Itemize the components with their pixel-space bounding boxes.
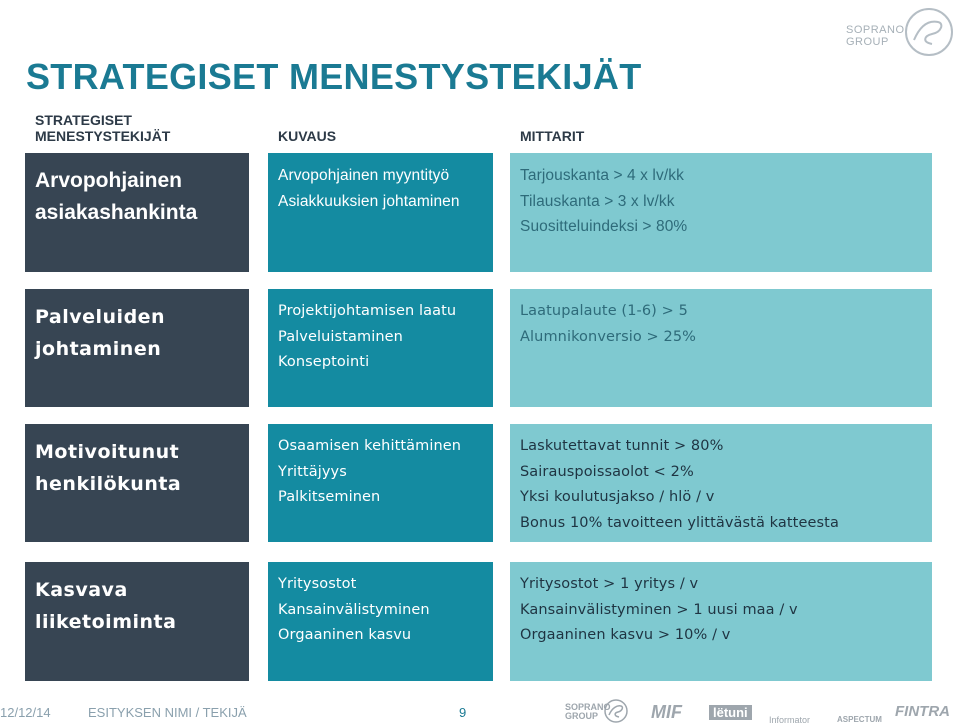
footer [0, 695, 960, 727]
factor-row-4 [25, 562, 932, 681]
factor-title-line1: Arvopohjainen [35, 169, 183, 192]
soprano-emblem-icon [902, 6, 956, 58]
factor-row-3 [25, 424, 932, 542]
footer-presentation-name: ESITYKSEN NIMI / TEKIJÄ [88, 705, 247, 720]
metric-item: Orgaaninen kasvu > 10% / v [520, 627, 731, 643]
factor-title-line1: Palveluiden [35, 306, 166, 328]
metric-item: Tilauskanta > 3 x lv/kk [520, 192, 675, 210]
page-title: STRATEGISET MENESTYSTEKIJÄT [26, 56, 642, 97]
description-box [268, 153, 493, 272]
metric-item: Yritysostot > 1 yritys / v [520, 576, 699, 592]
metric-item: Alumnikonversio > 25% [520, 328, 697, 345]
factor-title-line2: liiketoiminta [35, 611, 177, 633]
factor-title-line1: Motivoitunut [35, 441, 180, 463]
metrics-box [510, 562, 932, 681]
factor-title-line2: johtaminen [35, 338, 162, 360]
metric-item: Suositteluindeksi > 80% [520, 218, 688, 235]
description-item: Palveluistaminen [278, 328, 403, 345]
factor-row-2 [25, 289, 932, 407]
factor-box [25, 562, 249, 681]
partner-logo-informator: Informator [769, 715, 811, 725]
description-box [268, 289, 493, 407]
description-item: Kansainvälistyminen [278, 601, 430, 618]
column-header-factors-line1: STRATEGISET [35, 112, 132, 128]
description-item: Projektijohtamisen laatu [278, 303, 457, 319]
metrics-box [510, 153, 932, 272]
factor-title-line1: Kasvava [35, 579, 128, 601]
logo-text-line2: GROUP [846, 36, 889, 48]
metrics-box [510, 424, 932, 542]
factor-box [25, 289, 249, 407]
metrics-box [510, 289, 932, 407]
metric-item: Sairauspoissaolot < 2% [520, 463, 694, 480]
partner-logo-fintra: FINTRA [895, 703, 950, 720]
metric-item: Bonus 10% tavoitteen ylittävästä katteesta [520, 514, 839, 531]
partner-logos [565, 697, 960, 727]
page-number: 9 [459, 705, 467, 720]
description-item: Palkitseminen [278, 489, 381, 505]
column-header-description: KUVAUS [278, 128, 337, 144]
partner-logo-leturi: lëtuni [709, 705, 752, 720]
partner-logo-aspectum: ASPECTUM [837, 715, 882, 724]
soprano-emblem-small-icon [603, 698, 629, 724]
factor-row-1 [25, 153, 932, 272]
column-header-factors [35, 112, 170, 144]
factor-box [25, 153, 249, 272]
metric-item: Kansainvälistyminen > 1 uusi maa / v [520, 601, 798, 618]
description-box [268, 562, 493, 681]
metric-item: Yksi koulutusjakso / hlö / v [520, 489, 715, 505]
description-box [268, 424, 493, 542]
partner-logo-mif: MIF [651, 702, 682, 722]
column-header-factors-line2: MENESTYSTEKIJÄT [35, 128, 171, 144]
logo-text [846, 24, 905, 48]
soprano-logo [840, 6, 958, 58]
description-item: Orgaaninen kasvu [278, 627, 412, 643]
description-item: Osaamisen kehittäminen [278, 438, 462, 454]
footer-date: 12/12/14 [0, 705, 51, 720]
factor-box [25, 424, 249, 542]
description-item: Yrittäjyys [278, 463, 347, 480]
logo-text-line1: SOPRANO [846, 24, 905, 36]
description-item: Yritysostot [278, 576, 357, 592]
metric-item: Tarjouskanta > 4 x lv/kk [520, 167, 684, 184]
partner-logo-soprano: SOPRANO GROUP [565, 702, 611, 721]
factor-title-line2: asiakashankinta [35, 201, 198, 224]
description-item: Asiakkuuksien johtaminen [278, 192, 460, 210]
column-header-metrics: MITTARIT [520, 128, 585, 144]
metric-item: Laatupalaute (1-6) > 5 [520, 303, 688, 319]
description-item: Arvopohjainen myyntityö [278, 167, 450, 184]
factor-title-line2: henkilökunta [35, 473, 182, 495]
metric-item: Laskutettavat tunnit > 80% [520, 438, 724, 454]
description-item: Konseptointi [278, 354, 370, 370]
